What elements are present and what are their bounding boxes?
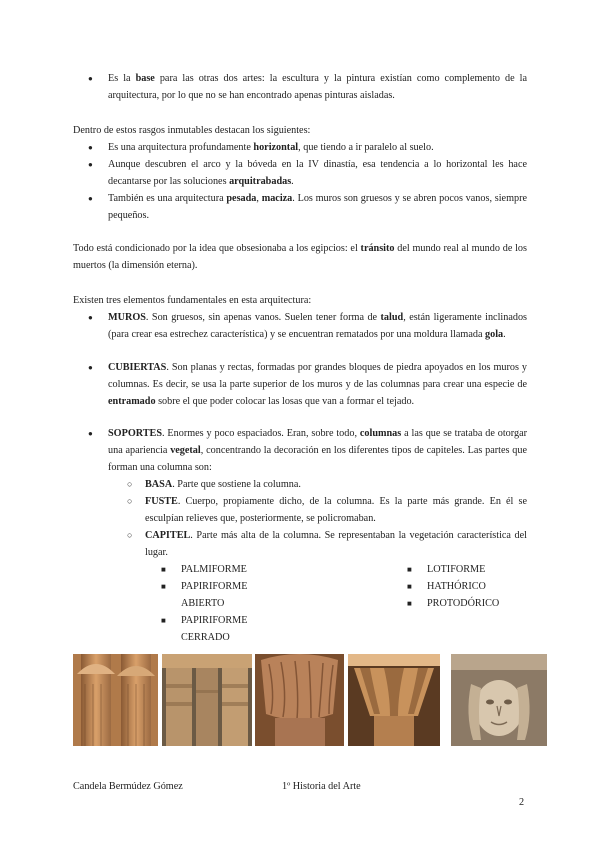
capitel-type-hathorico: ■ HATHÓRICO bbox=[427, 578, 527, 595]
text: , bbox=[256, 193, 262, 204]
transito-paragraph bbox=[73, 240, 527, 274]
muros-bullet bbox=[108, 309, 527, 343]
bold-term: pesada bbox=[226, 193, 257, 204]
text: . Parte que sostiene la columna. bbox=[172, 479, 301, 490]
capitel-type-lotiforme: ■ LOTIFORME bbox=[427, 561, 527, 578]
capitel-type-palmiforme: ■ PALMIFORME bbox=[181, 561, 301, 578]
text: Es la bbox=[108, 73, 136, 84]
rasgo-bullet-1 bbox=[108, 139, 527, 156]
bold-term: gola bbox=[485, 329, 504, 340]
elementos-lead: Existen tres elementos fundamentales en esta arquitectura: bbox=[73, 295, 312, 306]
text: . Los muros son gruesos y se abren pocos vanos, siempre pequeños. bbox=[108, 193, 528, 221]
bold-term: base bbox=[135, 73, 155, 84]
text: a las que se trataba de otorgar una apariencia bbox=[108, 428, 527, 456]
text: , están ligeramente inclinados (para crear esa estrechez característica) y se encuentran rematados por una moldura llamada bbox=[108, 312, 527, 340]
rasgos-lead: Dentro de estos rasgos inmutables destacan los siguientes: bbox=[73, 125, 311, 136]
bold-term: maciza bbox=[261, 193, 293, 204]
bold-term: horizontal bbox=[253, 142, 299, 153]
text: sobre el que poder colocar las losas que van a formar el tejado. bbox=[155, 396, 415, 407]
capitel-type-protodorico: ■ PROTODÓRICO bbox=[427, 595, 527, 612]
hathoric-capital-photo bbox=[451, 654, 547, 746]
text: . bbox=[503, 329, 506, 340]
bold-term: arquitrabadas bbox=[229, 176, 292, 187]
papyriform-open-capital-photo bbox=[162, 654, 252, 746]
bold-term: SOPORTES bbox=[108, 428, 162, 439]
text: . bbox=[291, 176, 294, 187]
palmiform-capital-photo bbox=[73, 654, 158, 746]
bold-term: vegetal bbox=[170, 445, 201, 456]
page-number: 2 bbox=[519, 797, 525, 808]
fuste-subbullet bbox=[145, 493, 527, 527]
bold-term: CAPITEL bbox=[145, 530, 191, 541]
text: Es una arquitectura profundamente bbox=[108, 142, 254, 153]
text: para las otras dos artes: la escultura y la pintura existían como complemento de la arquitectura, por lo que no se han encontrado apenas pinturas aisladas. bbox=[108, 73, 527, 101]
text: . Son gruesos, sin apenas vanos. Suelen tener forma de bbox=[145, 312, 381, 323]
capitel-subbullet bbox=[145, 527, 527, 561]
bold-term: entramado bbox=[108, 396, 156, 407]
cubiertas-bullet bbox=[108, 359, 527, 410]
bold-term: talud bbox=[380, 312, 404, 323]
text: . Parte más alta de la columna. Se representaban la vegetación característica del lugar. bbox=[145, 530, 527, 558]
capitel-type-papiriforme-cerrado: ■ PAPIRIFORME CERRADO bbox=[181, 612, 271, 646]
text: . Son planas y rectas, formadas por grandes bloques de piedra apoyados en los muros y columnas. Es decir, se usa la parte superior de los muros y de las columnas para crear una especie de bbox=[108, 362, 527, 390]
papyriform-closed-capital-photo bbox=[255, 654, 344, 746]
bold-term: CUBIERTAS bbox=[108, 362, 167, 373]
soportes-bullet bbox=[108, 425, 527, 476]
lotiform-capital-photo bbox=[348, 654, 440, 746]
capitel-type-papiriforme-abierto: ■ PAPIRIFORME ABIERTO bbox=[181, 578, 271, 612]
text: , que tiendo a ir paralelo al suelo. bbox=[298, 142, 434, 153]
footer-author: Candela Bermúdez Gómez bbox=[73, 781, 183, 792]
bold-term: BASA bbox=[145, 479, 173, 490]
text: Todo está condicionado por la idea que obsesionaba a los egipcios: el bbox=[73, 243, 361, 254]
text: . Cuerpo, propiamente dicho, de la columna. Es la parte más grande. En él se esculpían relieves que, posteriormente, se policromaban. bbox=[145, 496, 527, 524]
text: del mundo real al mundo de los muertos (la dimensión eterna). bbox=[73, 243, 527, 271]
text: . Enormes y poco espaciados. Eran, sobre todo, bbox=[162, 428, 360, 439]
rasgo-bullet-3 bbox=[108, 190, 527, 224]
basa-subbullet bbox=[145, 476, 527, 493]
bold-term: FUSTE bbox=[145, 496, 178, 507]
text: , concentrando la decoración en los diferentes tipos de capiteles. Las partes que forman una columna son: bbox=[108, 445, 527, 473]
bold-term: tránsito bbox=[360, 243, 395, 254]
text: Aunque descubren el arco y la bóveda en la IV dinastía, esa tendencia a lo horizontal les hace decantarse por las soluciones bbox=[108, 159, 527, 187]
bold-term: columnas bbox=[359, 428, 402, 439]
rasgo-bullet-2 bbox=[108, 156, 527, 190]
bold-term: MUROS bbox=[108, 312, 146, 323]
capitel-photo-strip bbox=[0, 654, 600, 746]
footer-course: 1º Historia del Arte bbox=[282, 781, 361, 792]
text: También es una arquitectura bbox=[108, 193, 227, 204]
base-bullet bbox=[108, 70, 527, 104]
